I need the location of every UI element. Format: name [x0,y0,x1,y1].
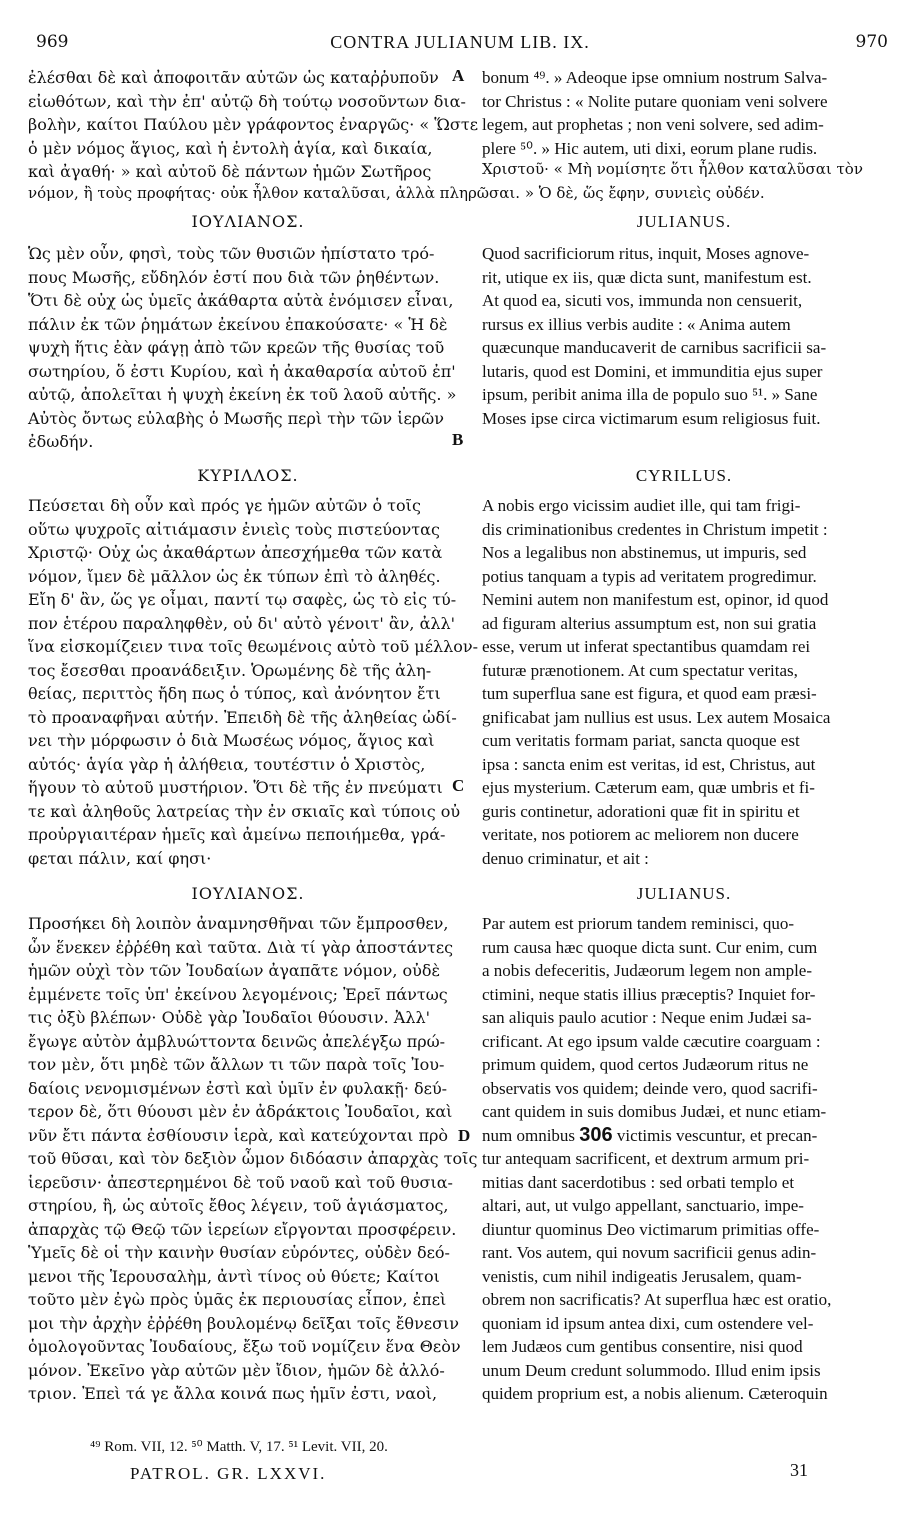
greek-line: ἱερεῦσιν· ἀπεστερημένοι δὲ τοῦ ναοῦ καὶ τοῦ θυσια- [28,1172,453,1192]
greek-line: τοῦτο μὲν ἐγὼ πρὸς ὑμᾶς ἐκ περιουσίας εἶπον, ἐπεὶ [28,1290,447,1309]
section-heading-cyril-latin: CYRILLUS. [635,466,733,485]
latin-line: quæcunque manducaverit de carnibus sacrificii sa- [482,338,827,357]
latin-line: rursus ex illius verbis audite : « Anima autem [482,314,791,334]
latin-line: observatis vos quidem; deinde vero, quod sacrifi- [482,1078,818,1098]
latin-line: tor Christus : « Nolite putare quoniam veni solvere [482,91,828,111]
latin-line: Moses ipse circa victimarum esum religiosus fuit. [482,408,821,428]
margin-marker-a: A [452,66,465,85]
greek-line: καὶ ἀγαθή· » καὶ αὐτοῦ δὲ πάντων ἡμῶν Σωτῆρος [28,162,432,181]
section-heading-julian2-greek: ΙΟΥΛΙΑΝΟΣ. [191,884,305,903]
page-header [28,32,892,58]
page-number-left: 969 [36,32,69,52]
latin-line: unum Deum credunt solummodo. Illud enim ipsis [482,1360,821,1380]
latin-line: a nobis defeceritis, Judæorum legem non ample- [482,961,812,980]
greek-line: νῦν ἔτι πάντα ἐσθίουσιν ἱερὰ, καὶ κατεύχονται πρὸ [28,1125,449,1145]
latin-line: ipsum, peribit anima illa de populo suo ⁵¹. » Sane [482,385,818,404]
greek-line: Πεύσεται δὴ οὖν καὶ πρός γε ἡμῶν αὐτῶν ὁ τοῖς [28,496,421,515]
greek-column-sec1 [28,242,468,454]
greek-line: Αὐτὸς ὄντως εὐλαβὴς ὁ Μωσῆς περὶ τὴν τῶν ἱερῶν [28,408,444,428]
greek-line: εἰωθότων, καὶ τὴν ἐπ' αὐτῷ δὴ τούτῳ νοσοῦντων δια- [28,91,466,111]
greek-line: ἐλέσθαι δὲ καὶ ἀποφοιτᾶν αὐτῶν ὡς καταῤῥυποῦν [28,68,439,87]
latin-line: Par autem est priorum tandem reminisci, quo- [482,914,795,933]
latin-column-sec3 [482,912,886,1406]
greek-line: πον ἑτέρου παραληφθὲν, οὐ δι' αὐτὸ γένοιτ' ἂν, ἀλλ' [28,613,456,633]
section-heading-julian2-latin: JULIANUS. [636,884,732,903]
greek-line: τον μὲν, ὅτι μηδὲ τῶν ἄλλων τι τῶν παρὰ τοῖς Ἰου- [28,1055,445,1074]
latin-line: quidem proprium est, a nobis alienum. Cæteroquin [482,1384,828,1403]
greek-line: ἥγουν τὸ αὐτοῦ μυστήριον. Ὅτι δὲ τῆς ἐν πνεύματι [28,778,443,797]
latin-line: dis criminationibus credentes in Christum impetit : [482,519,828,539]
latin-line: gnificabat jam nullius est usus. Lex autem Mosaica [482,707,831,727]
latin-line [482,1124,886,1148]
latin-line-head: num omnibus [482,1125,576,1145]
latin-column-sec2 [482,494,886,870]
section-heading-julian-latin: JULIANUS. [636,212,732,231]
latin-line: Nemini autem non manifestum est, opinor, id quod [482,590,829,609]
greek-line: ἵνα εἰσκομίζειεν τινα τοῖς θεωμένοις αὐτὸ τοῦ μέλλον- [28,637,479,656]
section-heading-julian-greek: ΙΟΥΛΙΑΝΟΣ. [191,212,305,231]
greek-line: Χριστῷ· Οὐχ ὡς ἀκαθάρτων ἀπεσχήμεθα τῶν κατὰ [28,543,443,562]
section-heading-cyril-greek: ΚΥΡΙΛΛΟΣ. [197,466,299,485]
greek-line: ψυχὴ ἥτις ἐὰν φάγῃ ἀπὸ τῶν κρεῶν τῆς θυσίας τοῦ [28,338,445,357]
latin-line: At quod ea, sicuti vos, immunda non censuerit, [482,291,803,310]
footnotes: ⁴⁹ Rom. VII, 12. ⁵⁰ Matth. V, 17. ⁵¹ Levit. VII, 20. [90,1439,388,1455]
greek-line: οὕτω ψυχροῖς αἰτιάμασιν ἐνιεὶς τοὺς πιστεύοντας [28,519,440,539]
greek-line: ἔγωγε αὐτὸν ἀμβλυώττοντα δεινῶς ἀπελέγξω πρώ- [28,1031,446,1051]
greek-line: ἡμῶν οὐχὶ τὸν τῶν Ἰουδαίων ἀγαπᾶτε νόμον, οὐδὲ [28,961,441,980]
greek-line: τριον. Ἐπεὶ τά γε ἄλλα κοινά πως ἡμῖν ἐστι, ναοὶ, [28,1384,438,1403]
latin-line: ejus mysterium. Cæterum eam, quæ umbris et fi- [482,778,815,797]
greek-line: μόνον. Ἐκεῖνο γὰρ αὐτῶν μὲν ἴδιον, ἡμῶν δὲ ἀλλό- [28,1360,445,1380]
greek-line: τοῦ θῦσαι, καὶ τὸν δεξιὸν ὦμον διδόασιν ἀπαρχὰς τοῖς [28,1149,478,1168]
greek-line: ὁ μὲν νόμος ἅγιος, καὶ ἡ ἐντολὴ ἁγία, καὶ δικαία, [28,138,433,158]
latin-line: ctimini, neque statis illius præceptis? Inquiet for- [482,984,816,1004]
footer-signature: 31 [790,1460,808,1480]
latin-line-tail: victimis vescuntur, et precan- [616,1125,818,1145]
greek-spanning-line: νόμον, ἢ τοὺς προφήτας· οὐκ ἦλθον καταλῦσαι, ἀλλὰ πληρῶσαι. » Ὁ δὲ, ὥς ἔφην, συνιεὶς οὐδέν. [28,184,765,202]
greek-line: νόμον, ἴμεν δὲ μᾶλλον ὡς ἐκ τύπων ἐπὶ τὸ ἀληθές. [28,566,441,586]
latin-line: ad figuram alterius assumptum est, non sui gratia [482,613,817,633]
margin-marker-d: D [458,1126,471,1145]
latin-line: tur antequam sacrificent, et dextrum armum pri- [482,1149,810,1168]
margin-marker-b: B [452,430,464,449]
greek-line: προὐργιαιτέραν ἡμεῖς καὶ ἀμείνω πεποιήμεθα, γρά- [28,825,446,844]
greek-column-top [28,66,478,184]
greek-line: Ὅτι δὲ οὐχ ὡς ὑμεῖς ἀκάθαρτα αὐτὰ ἐνόμισεν εἶναι, [28,291,454,310]
latin-line: Nos a legalibus non abstinemus, ut impuris, sed [482,543,807,562]
greek-spanning-line: Χριστοῦ· « Μὴ νομίσητε ὅτι ἦλθον καταλῦσαι τὸν [482,160,863,178]
margin-marker-c: C [452,776,465,795]
greek-line: αὐτός· ἁγία γὰρ ἡ ἀλήθεια, τουτέστιν ὁ Χριστὸς, [28,754,426,774]
latin-line: venistis, cum nihil indigeatis Jerusalem, quam- [482,1266,802,1286]
running-title: CONTRA JULIANUM LIB. IX. [330,32,590,52]
greek-line: ὧν ἕνεκεν ἐῤῥέθη καὶ ταῦτα. Διὰ τί γὰρ ἀποστάντες [28,937,454,957]
greek-line: ἀπαρχὰς τῷ Θεῷ τῶν ἱερείων εἴργονται προσφέρειν. [28,1219,457,1239]
greek-line: τὸ προαναφῆναι αὐτήν. Ἐπειδὴ δὲ τῆς ἀληθείας ὠδί- [28,707,457,727]
latin-line: Quod sacrificiorum ritus, inquit, Moses agnove- [482,244,810,263]
greek-line: βολὴν, καίτοι Παύλου μὲν γράφοντος ἐναργῶς· « Ὥστε [28,115,478,134]
latin-line: esse, verum ut inferat spectantibus quamdam rei [482,637,811,656]
greek-line: σωτηρίου, ὅ ἐστι Κυρίου, καὶ ἡ ἀκαθαρσία αὐτοῦ ἐπ' [28,361,456,381]
latin-column-top [482,66,886,160]
latin-line: san aliquis paulo acutior : Neque enim Judæi sa- [482,1008,812,1027]
latin-line: rit, utique ex iis, quæ dicta sunt, manifestum est. [482,267,812,287]
greek-line: τε καὶ ἀληθοῦς λατρείας τὴν ἐν σκιαῖς καὶ τύποις οὐ [28,801,461,821]
latin-line: plere ⁵⁰. » Hic autem, uti dixi, eorum plane rudis. [482,138,818,158]
latin-line: crificant. At ego ipsum valde cæcutire coarguam : [482,1031,821,1051]
greek-line: μενοι τῆς Ἱερουσαλὴμ, ἀντὶ τίνος οὐ θύετε; Καίτοι [28,1266,440,1286]
latin-line: lem Judæos cum gentibus consentire, nisi quod [482,1337,803,1356]
greek-column-sec2 [28,494,479,870]
greek-line: μοι τὴν ἀρχὴν ἐῤῥέθη βουλομένῳ δεῖξαι τοῖς ἔθνεσιν [28,1313,459,1333]
latin-line: cant quidem in suis domibus Judæi, et nunc etiam- [482,1102,827,1121]
latin-line: lutaris, quod est Domini, et immunditia ejus super [482,361,823,381]
latin-line: rum causa hæc quoque dicta sunt. Cur enim, cum [482,937,818,957]
latin-line: obrem non sacrificatis? At superflua hæc est oratio, [482,1290,832,1309]
greek-column-sec3 [28,912,478,1406]
latin-line: legem, aut prophetas ; non veni solvere, sed adim- [482,115,824,134]
latin-line: veritate, nos potiorem ac meliorem non ducere [482,825,799,844]
greek-line: πους Μωσῆς, εὔδηλόν ἐστί που διὰ τῶν ῥηθέντων. [28,267,440,287]
greek-line: αὐτῷ, ἀπολεῖται ἡ ψυχὴ ἐκείνη ἐκ τοῦ λαοῦ αὐτῆς. » [28,385,457,404]
greek-line: ἐδωδήν. [28,432,94,451]
greek-line: πάλιν ἐκ τῶν ῥημάτων ἐκείνου ἐπακούσατε· « Ἡ δὲ [28,314,448,334]
latin-line: bonum ⁴⁹. » Adeoque ipse omnium nostrum Salva- [482,68,828,87]
latin-line: potius tanquam a typis ad veritatem progredimur. [482,566,817,586]
latin-line: mitias dant sacerdotibus : sed orbati templo et [482,1172,795,1192]
greek-line: νει τὴν μόρφωσιν ὁ διὰ Μωσέως νόμος, ἅγιος καὶ [28,731,435,750]
latin-line: ipsa : sancta enim est veritas, id est, Christus, aut [482,754,816,774]
greek-line: Εἴη δ' ἂν, ὥς γε οἶμαι, παντί τῳ σαφὲς, ὡς τὸ εἰς τύ- [28,590,457,609]
latin-line: altari, aut, ut vulgo appellant, sanctuario, impe- [482,1196,804,1215]
latin-line: tum superflua sane est figura, et quod eam præsi- [482,684,817,703]
footer-volume: PATROL. GR. LXXVI. [130,1464,327,1483]
greek-line: ὁμολογοῦντας Ἰουδαίους, ἔξω τοῦ νομίζειν ἕνα Θεὸν [28,1337,461,1356]
greek-line: Προσήκει δὴ λοιπὸν ἀναμνησθῆναι τῶν ἔμπροσθεν, [28,914,449,933]
latin-line: A nobis ergo vicissim audiet ille, qui tam frigi- [482,496,801,515]
greek-line: στηρίου, ἢ, ὡς αὐτοῖς ἔθος λέγειν, τοῦ ἁγιάσματος, [28,1196,449,1215]
greek-line: Ὡς μὲν οὖν, φησὶ, τοὺς τῶν θυσιῶν ἠπίστατο τρό- [28,244,435,263]
latin-line: futuræ prænotionem. At cum spectatur veritas, [482,660,798,680]
latin-line: rant. Vos autem, qui novum sacrificii genus adin- [482,1243,817,1262]
greek-line: ἐμμένετε τοῖς ὑπ' ἐκείνου λεγομένοις; Ἐρεῖ πάντως [28,984,448,1004]
greek-line: θείας, περιττὸς ἤδη πως ὁ τύπος, καὶ ἀνόνητον ἔτι [28,684,441,703]
greek-line: φεται πάλιν, καί φησι· [28,848,212,868]
latin-line: diuntur quominus Deo victimarum primitias offe- [482,1219,820,1239]
latin-column-sec1 [482,242,886,430]
latin-line: primum quidem, quod certos Judæorum ritus ne [482,1055,809,1074]
greek-line: τις ὀξὺ βλέπων· Οὐδὲ γὰρ Ἰουδαῖοι θύουσιν. Ἀλλ' [28,1008,431,1027]
latin-line: cum veritatis formam pariat, sancta quoque est [482,731,800,750]
page-number-right: 970 [855,32,888,52]
greek-line: τος ἔσεσθαι προανάδειξιν. Ὁρωμένης δὲ τῆς ἀλη- [28,660,432,680]
greek-line: Ὑμεῖς δὲ οἱ τὴν καινὴν θυσίαν εὑρόντες, οὐδὲν δεό- [28,1243,450,1262]
latin-line: denuo criminatur, et ait : [482,848,649,868]
latin-line: quoniam id ipsum antea dixi, cum ostendere vel- [482,1313,814,1333]
greek-line: δαίοις νενομισμένων ἐστὶ καὶ ὑμῖν ἐν φυλακῇ· δεύ- [28,1078,448,1098]
latin-line: guris continetur, adorationi quæ fit in spiritu et [482,801,800,821]
page-mark: 306 [579,1123,613,1146]
greek-line: τερον δὲ, ὅτι θύουσι μὲν ἐν ἀδράκτοις Ἰουδαῖοι, καὶ [28,1102,453,1121]
